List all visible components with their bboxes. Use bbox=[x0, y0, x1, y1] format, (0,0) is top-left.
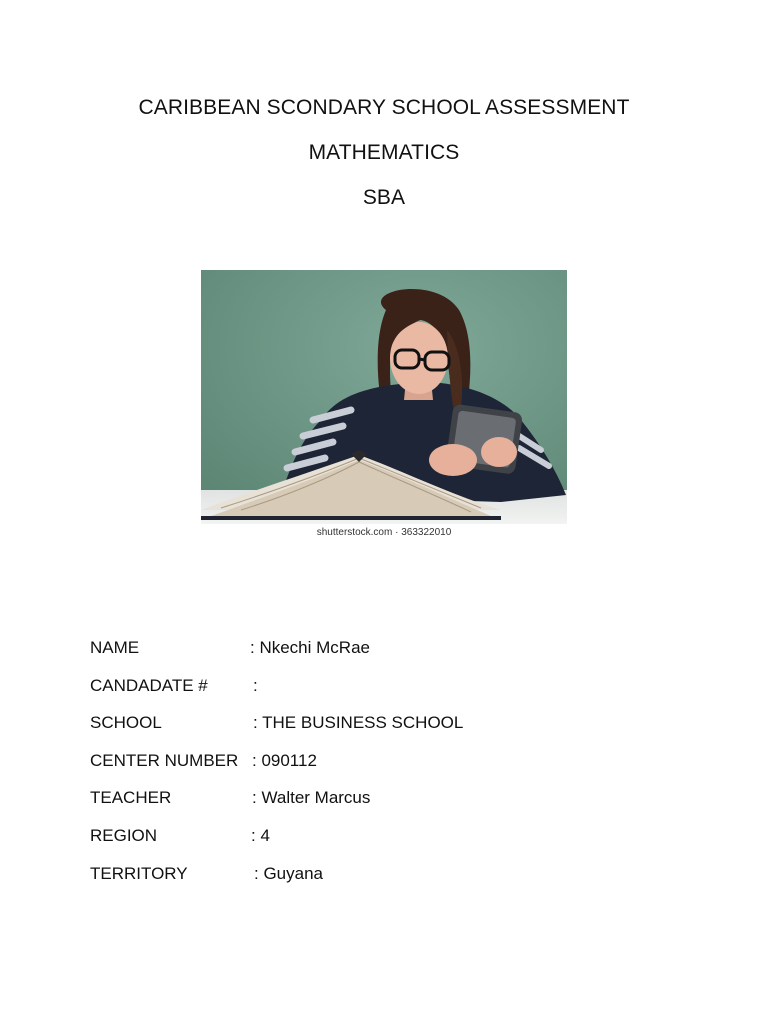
region-value: : 4 bbox=[251, 825, 270, 845]
center-number-value: : 090112 bbox=[252, 750, 317, 770]
detail-row-teacher bbox=[90, 786, 690, 824]
territory-value: : Guyana bbox=[254, 863, 323, 883]
photo-watermark: shutterstock.com · 363322010 bbox=[316, 527, 452, 538]
candidate-value: : bbox=[253, 675, 258, 695]
center-number-label: CENTER NUMBER bbox=[90, 750, 239, 770]
sba-title: SBA bbox=[362, 186, 406, 209]
name-value: : Nkechi McRae bbox=[250, 638, 370, 657]
subject-title: MATHEMATICS bbox=[308, 141, 460, 164]
candidate-label: CANDADATE # bbox=[90, 675, 208, 695]
teacher-value: : Walter Marcus bbox=[252, 788, 371, 808]
detail-row-territory bbox=[90, 862, 690, 900]
teacher-label: TEACHER bbox=[90, 788, 172, 808]
school-value: : THE BUSINESS SCHOOL bbox=[253, 713, 464, 733]
detail-row-center-number bbox=[90, 749, 690, 787]
detail-row-school bbox=[90, 711, 690, 749]
detail-row-region bbox=[90, 824, 690, 862]
detail-row-name bbox=[90, 636, 690, 674]
territory-label: TERRITORY bbox=[90, 863, 188, 883]
school-label: SCHOOL bbox=[90, 713, 162, 733]
cover-photo bbox=[201, 270, 567, 543]
girl-reading-photo bbox=[201, 270, 567, 524]
assessment-title: CARIBBEAN SCONDARY SCHOOL ASSESSMENT bbox=[138, 96, 630, 119]
detail-row-candidate bbox=[90, 674, 690, 712]
region-label: REGION bbox=[90, 825, 158, 845]
name-label: NAME bbox=[90, 638, 140, 657]
candidate-details bbox=[90, 636, 690, 899]
